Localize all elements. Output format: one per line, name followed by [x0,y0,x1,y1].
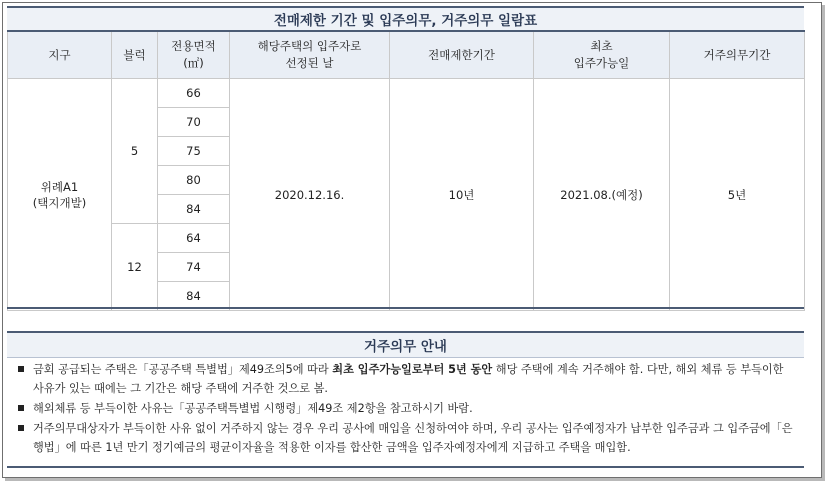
selection-date-cell: 2020.12.16. [230,79,390,311]
header-area-line1: 전용면적 [171,39,216,53]
notice-item [17,360,794,398]
table-bottom-rule [7,307,804,309]
move-in-date-cell: 2021.08.(예정) [534,79,670,311]
header-area [158,31,230,79]
header-selection-line1: 해당주택의 입주자로 [257,39,362,53]
area-cell: 64 [158,224,230,253]
header-selection-line2: 선정된 날 [285,56,334,70]
header-block: 블럭 [112,31,158,79]
notice-item-text: 금회 공급되는 주택은「공공주택 특별법」제49조의5에 따라 [33,363,333,376]
area-cell: 84 [158,195,230,224]
notice-item-emphasis: 최초 입주가능일로부터 5년 동안 [332,363,493,376]
header-move-in-line1: 최초 [590,39,613,53]
table-title: 전매제한 기간 및 입주의무, 거주의무 일람표 [7,6,804,30]
notice-body [7,356,804,468]
notice-list [7,360,804,457]
table-header-row [8,31,805,79]
area-cell: 84 [158,282,230,311]
header-selection-date [230,31,390,79]
area-cell: 80 [158,166,230,195]
notice-item-text: 해외체류 등 부득이한 사유는「공공주택특별법 시행령」제49조 제2항을 참고하시기 바람. [33,402,473,415]
notice-item-text: 거주의무대상자가 부득이한 사유 없이 거주하지 않는 경우 우리 공사에 매입을 신청하여야 하며, 우리 공사는 입주예정자가 납부한 입주금과 그 입주금에「은행법」에 따른 1년 만기 정기예금의 평균이자율을 적용한 이자를 합산한 금액을 입주자예정자에게 지급하고 주택을 매입함. [33,422,793,454]
square-bullet-icon [18,425,24,431]
header-residence-period: 거주의무기간 [670,31,805,79]
residence-period-cell: 5년 [670,79,805,311]
table-row [8,79,805,108]
district-cell [8,79,112,311]
square-bullet-icon [18,366,24,372]
resale-restriction-table [7,30,805,311]
notice-item [17,419,794,457]
area-cell: 75 [158,137,230,166]
district-line1: 위례A1 [40,179,79,194]
header-move-in-line2: 입주가능일 [573,56,630,70]
area-cell: 70 [158,108,230,137]
notice-item [17,399,794,418]
notice-item-text: 해당 주택에 계속 거주해야 함. 다만, 해외 체류 등 부득이한 사유가 있는 때에는 그 기간은 해당 주택에 거주한 것으로 봄. [33,363,784,395]
block-cell: 12 [112,224,158,311]
area-cell: 74 [158,253,230,282]
notice-title: 거주의무 안내 [7,331,804,358]
header-move-in [534,31,670,79]
resale-period-cell: 10년 [390,79,534,311]
block-cell: 5 [112,79,158,224]
header-area-line2: (㎡) [183,56,204,70]
square-bullet-icon [18,405,24,411]
area-cell: 66 [158,79,230,108]
header-district: 지구 [8,31,112,79]
district-line2: (택지개발) [32,195,87,210]
header-resale-period: 전매제한기간 [390,31,534,79]
